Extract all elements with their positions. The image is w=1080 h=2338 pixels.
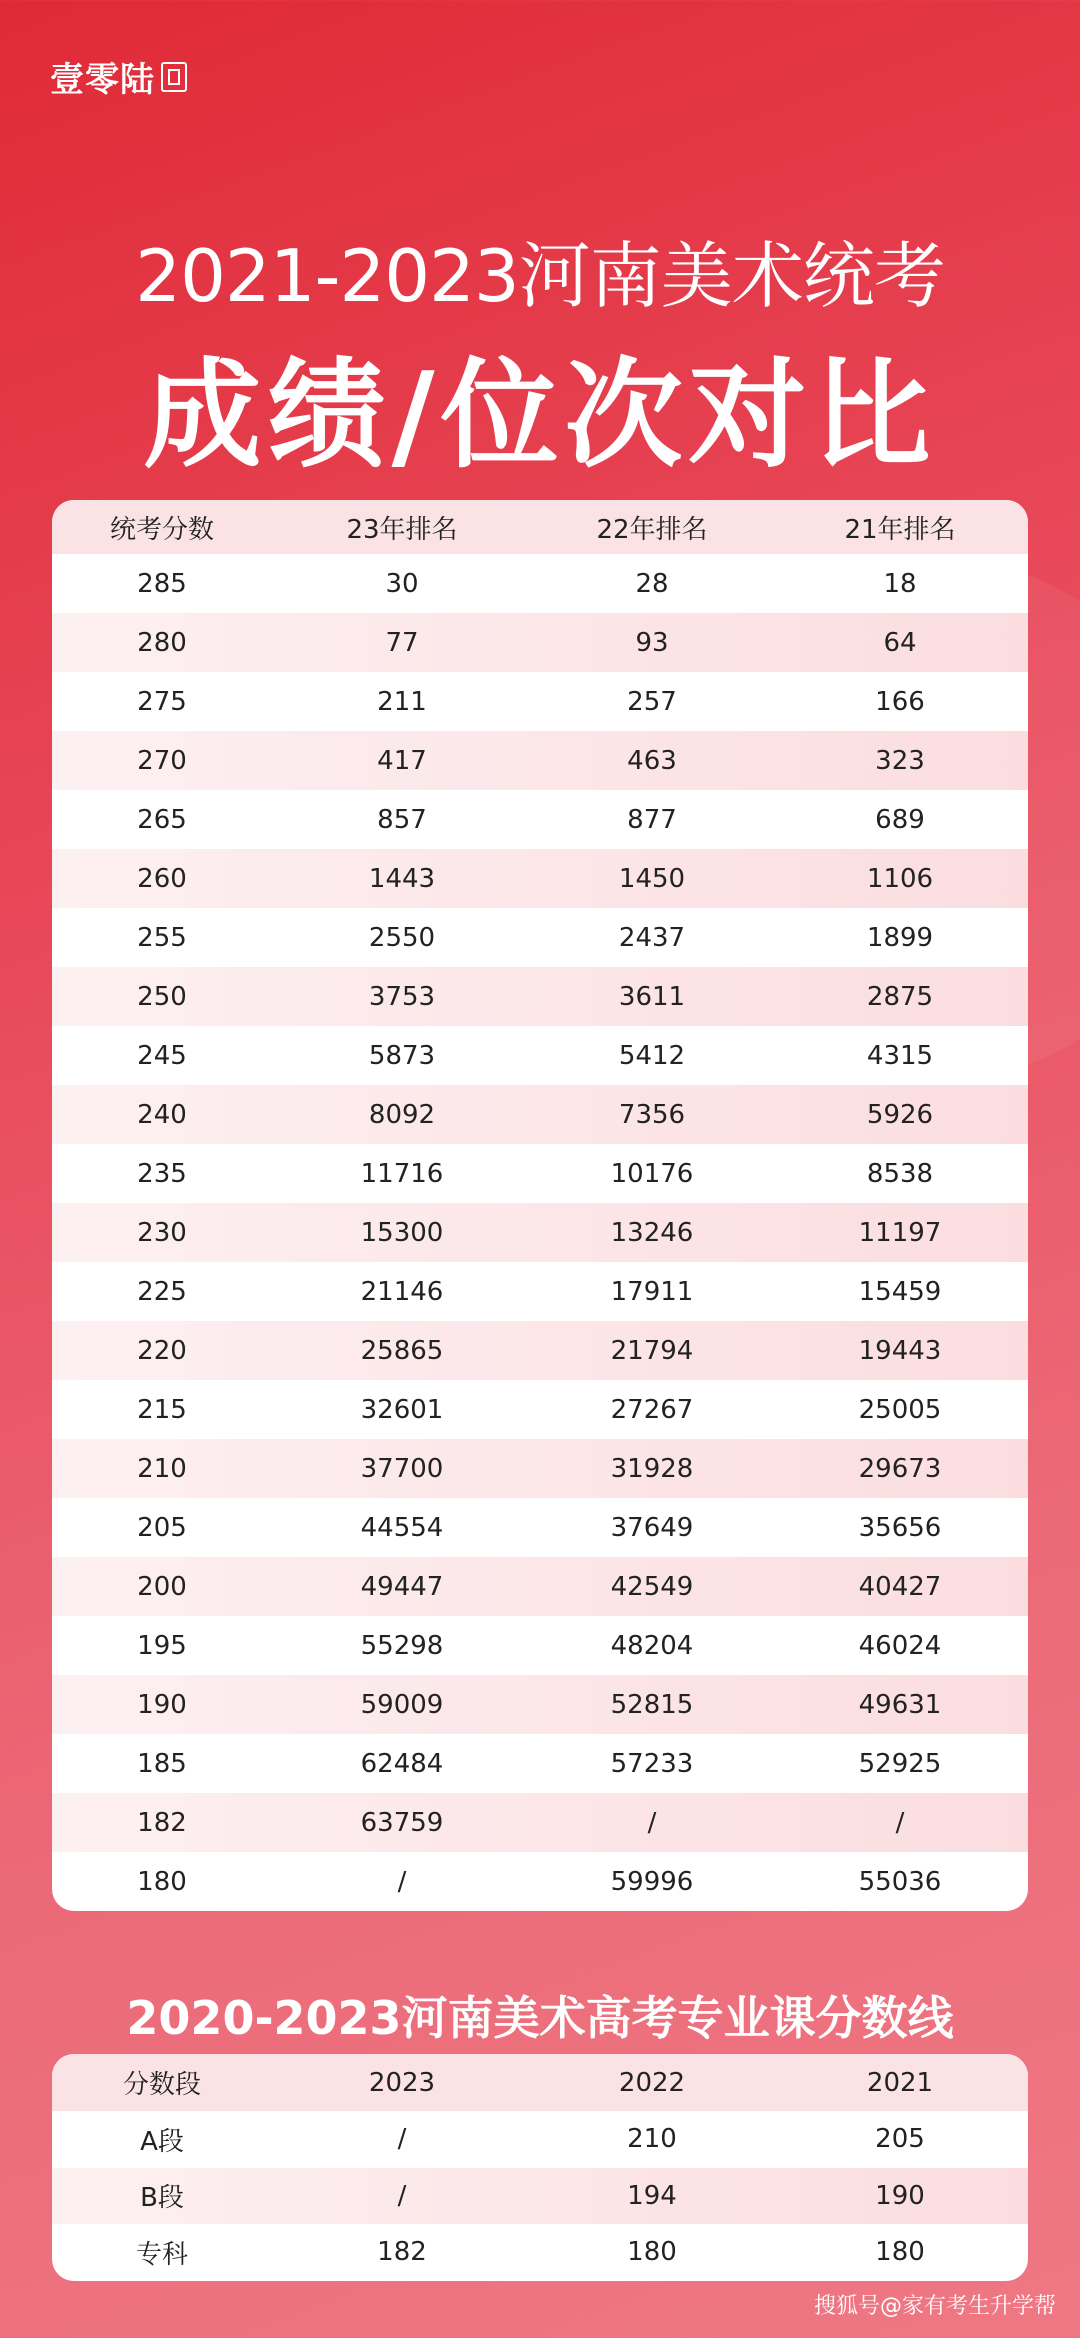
table-cell: 55036 [858,1866,942,1897]
table-cell: 235 [137,1158,187,1189]
table-cell: / [647,1807,657,1838]
table-cell: / [895,1807,905,1838]
table-cell: 190 [875,2180,925,2211]
table-row [52,1380,1028,1439]
table-cell: 190 [137,1689,187,1720]
table-row [52,1734,1028,1793]
table-cell: 285 [137,568,187,599]
table-row [52,731,1028,790]
table-cell: 15300 [360,1217,444,1248]
table-cell: 29673 [858,1453,942,1484]
table-row [52,2168,1028,2225]
table-cell: 280 [137,627,187,658]
table-cell: 57233 [610,1748,694,1779]
table-cell: 55298 [360,1630,444,1661]
header-cell: 统考分数 [109,514,214,545]
table-cell: 17911 [610,1276,694,1307]
logo-text: 壹零陆 [50,60,155,100]
table-row [52,1321,1028,1380]
table-cell: 专科 [135,2239,188,2270]
table-cell: 37700 [360,1453,444,1484]
table-cell: 1899 [866,922,934,953]
watermark: 搜狐号@家有考生升学帮 [813,2294,1056,2319]
table-row [52,1085,1028,1144]
table-cell: 3611 [618,981,686,1012]
page-title-line1: 2021-2023河南美术统考 [135,234,945,318]
ranking-table [52,500,1028,1911]
cutoff-table-header [52,2054,1028,2111]
table-cell: 211 [377,686,427,717]
table-cell: 180 [627,2237,677,2268]
table-cell: / [397,2124,407,2155]
ranking-table-header [52,500,1028,554]
table-cell: 32601 [360,1394,444,1425]
table-cell: 52925 [858,1748,942,1779]
table-row [52,1203,1028,1262]
table-cell: 63759 [360,1807,444,1838]
table-cell: 5412 [618,1040,686,1071]
table-cell: 7356 [618,1099,686,1130]
table-cell: 5926 [866,1099,934,1130]
table-cell: 1106 [866,863,934,894]
table-cell: 3753 [368,981,436,1012]
section-subtitle: 2020-2023河南美术高考专业课分数线 [126,1991,954,2045]
table-cell: 48204 [610,1630,694,1661]
table-cell: 260 [137,863,187,894]
table-cell: / [397,1866,407,1897]
cutoff-table [52,2054,1028,2281]
table-cell: 2437 [618,922,686,953]
table-row [52,967,1028,1026]
table-cell: 1443 [368,863,436,894]
page-title-line2: 成绩/位次对比 [143,346,937,484]
table-cell: 13246 [610,1217,694,1248]
table-cell: 4315 [866,1040,934,1071]
table-cell: 11197 [858,1217,942,1248]
table-cell: / [397,2180,407,2211]
table-cell: 49447 [360,1571,444,1602]
table-cell: 25005 [858,1394,942,1425]
table-cell: 62484 [360,1748,444,1779]
table-cell: 215 [137,1394,187,1425]
header-cell: 22年排名 [596,514,708,545]
table-row [52,1144,1028,1203]
table-cell: 182 [377,2237,427,2268]
table-row [52,908,1028,967]
table-cell: 35656 [858,1512,942,1543]
table-cell: 25865 [360,1335,444,1366]
table-cell: 1450 [618,863,686,894]
table-cell: 28 [635,568,669,599]
table-cell: 52815 [610,1689,694,1720]
table-cell: 21794 [610,1335,694,1366]
table-cell: 195 [137,1630,187,1661]
table-cell: 21146 [360,1276,444,1307]
table-cell: 18 [883,568,917,599]
table-cell: 77 [385,627,419,658]
table-row [52,1026,1028,1085]
table-cell: 27267 [610,1394,694,1425]
table-cell: 230 [137,1217,187,1248]
table-cell: 2550 [368,922,436,953]
table-cell: 180 [137,1866,187,1897]
header-cell: 分数段 [122,2070,201,2100]
table-cell: 205 [875,2124,925,2155]
table-cell: 185 [137,1748,187,1779]
table-cell: 182 [137,1807,187,1838]
table-row [52,1616,1028,1675]
table-cell: 10176 [610,1158,694,1189]
table-cell: 245 [137,1040,187,1071]
brand-logo [50,52,187,101]
table-row [52,849,1028,908]
table-row [52,1852,1028,1911]
table-cell: 250 [137,981,187,1012]
table-row [52,1557,1028,1616]
table-cell: 463 [627,745,677,776]
table-row [52,1498,1028,1557]
table-row [52,2224,1028,2281]
table-cell: 877 [627,804,677,835]
table-cell: 166 [875,686,925,717]
table-cell: 689 [875,804,925,835]
table-cell: 64 [883,627,917,658]
table-cell: 11716 [360,1158,444,1189]
table-row [52,613,1028,672]
table-cell: 194 [627,2180,677,2211]
table-cell: 417 [377,745,427,776]
table-cell: 19443 [858,1335,942,1366]
table-row [52,1793,1028,1852]
table-row [52,672,1028,731]
table-cell: 265 [137,804,187,835]
table-cell: 8092 [368,1099,436,1130]
table-cell: 31928 [610,1453,694,1484]
table-cell: 40427 [858,1571,942,1602]
ranking-table-body [52,554,1028,1911]
table-cell: 180 [875,2237,925,2268]
table-cell: 255 [137,922,187,953]
table-cell: 46024 [858,1630,942,1661]
seal-icon [161,62,187,92]
table-cell: 5873 [368,1040,436,1071]
header-cell: 21年排名 [844,514,956,545]
table-cell: 225 [137,1276,187,1307]
table-row [52,1262,1028,1321]
table-cell: 200 [137,1571,187,1602]
table-cell: 240 [137,1099,187,1130]
header-cell: 2021 [866,2067,934,2098]
table-cell: 257 [627,686,677,717]
table-cell: 857 [377,804,427,835]
header-cell: 2022 [618,2067,686,2098]
table-cell: 205 [137,1512,187,1543]
table-row [52,1439,1028,1498]
cutoff-table-body [52,2111,1028,2281]
table-cell: 37649 [610,1512,694,1543]
table-cell: 59996 [610,1866,694,1897]
table-cell: 42549 [610,1571,694,1602]
table-cell: 44554 [360,1512,444,1543]
table-cell: 220 [137,1335,187,1366]
table-cell: B段 [140,2183,184,2214]
table-cell: 59009 [360,1689,444,1720]
table-cell: 275 [137,686,187,717]
table-row [52,2111,1028,2168]
table-cell: 2875 [866,981,934,1012]
table-row [52,1675,1028,1734]
table-cell: 30 [385,568,419,599]
header-cell: 23年排名 [346,514,458,545]
table-cell: 93 [635,627,669,658]
table-cell: 8538 [866,1158,934,1189]
table-cell: 323 [875,745,925,776]
table-cell: 210 [627,2124,677,2155]
table-cell: A段 [140,2126,184,2157]
table-cell: 270 [137,745,187,776]
header-cell: 2023 [368,2067,436,2098]
table-cell: 210 [137,1453,187,1484]
table-row [52,790,1028,849]
table-row [52,554,1028,613]
table-cell: 49631 [858,1689,942,1720]
table-cell: 15459 [858,1276,942,1307]
